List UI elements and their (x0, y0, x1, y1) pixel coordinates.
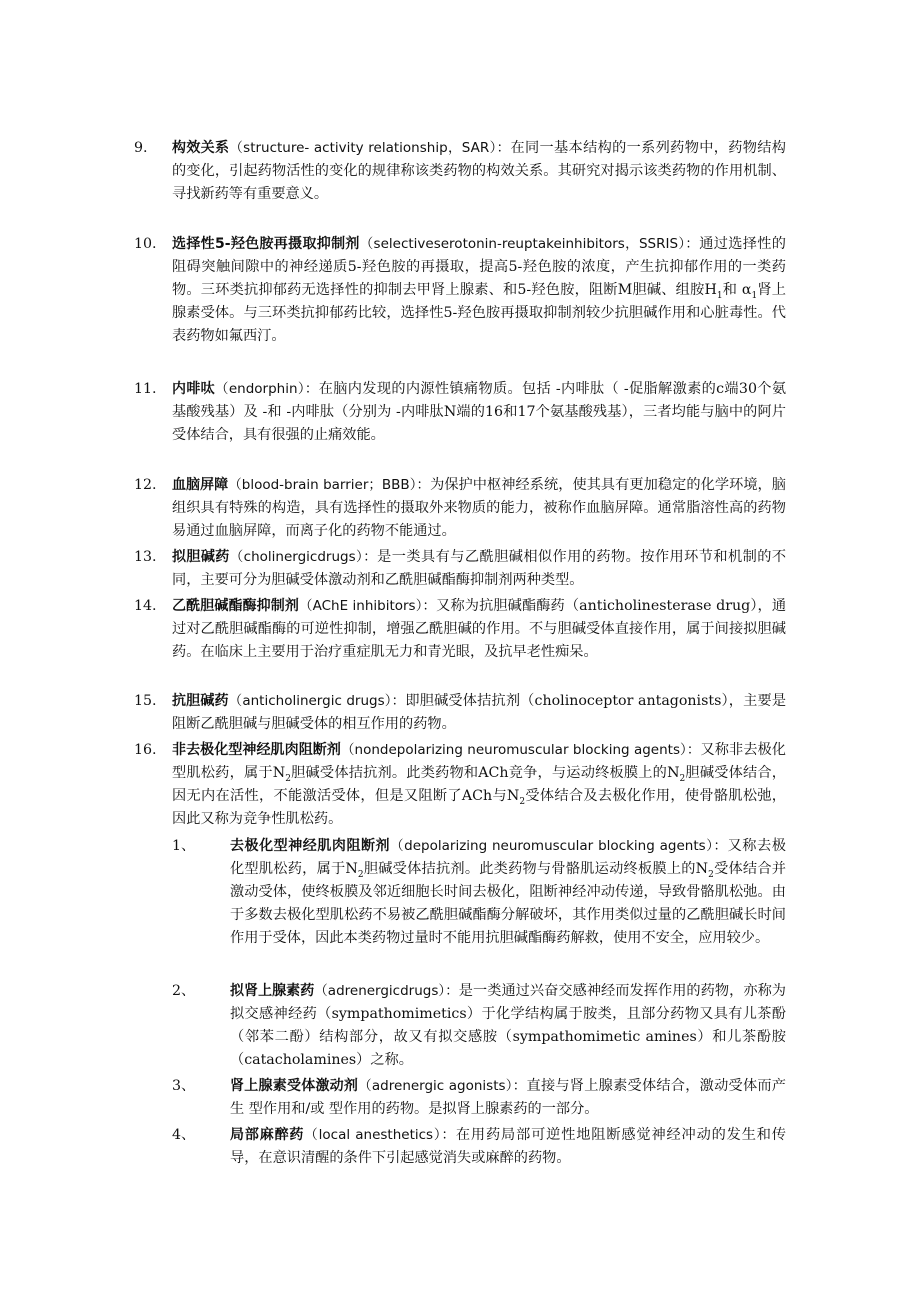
entry-number: 16. (134, 742, 157, 758)
sub-entry-2 (172, 980, 786, 1072)
entry-english-term: （structure- activity relationship，SAR）： (229, 140, 511, 156)
sub-entry-1 (172, 835, 786, 950)
entry-body (172, 546, 786, 592)
definition-entry-11 (134, 378, 786, 447)
entry-text: 为保护中枢神经系统，使其具有更加稳定的化学环境，脑组织具有特殊的构造，具有选择性的摄取外来物质的能力，被称作血脑屏障。通常脂溶性高的药物易通过血脑屏障，而离子化的药物不能通过。 (172, 477, 786, 539)
entry-body (172, 595, 786, 664)
entry-text: 是一类具有与乙酰胆碱相似作用的药物。按作用环节和机制的不同，主要可分为胆碱受体激动剂和乙酰胆碱酯酶抑制剂两种类型。 (172, 549, 787, 588)
sub-entry-text: 是一类通过兴奋交感神经而发挥作用的药物，亦称为拟交感神经药（sympathomimetics）于化学结构属于胺类，且部分药物又具有儿茶酚（邻苯二酚）结构部分，故又有拟交感胺（sympathomimetic amines）和儿茶酚胺（catacholamines）之称。 (230, 983, 786, 1068)
sub-entry-4 (172, 1124, 786, 1170)
entry-term: 拟胆碱药 (172, 549, 230, 565)
entry-text: 又称为抗胆碱酯酶药（anticholinesterase drug），通过对乙酰胆碱酯酶的可逆性抑制，增强乙酰胆碱的作用。不与胆碱受体直接作用，属于间接拟胆碱药。在临床上主要用于治疗重症肌无力和青光眼，及抗早老性痴呆。 (172, 598, 787, 660)
entry-term: 构效关系 (172, 140, 230, 156)
entry-english-term: （anticholinergic drugs）： (228, 693, 406, 709)
sub-entry-text: 直接与肾上腺素受体结合，激动受体而产生 型作用和/或 型作用的药物。是拟肾上腺素药的一部分。 (230, 1078, 786, 1117)
entry-number: 11. (134, 381, 157, 397)
sub-entry-body (230, 1075, 786, 1121)
entry-number: 14. (134, 598, 157, 614)
entry-body (172, 233, 786, 348)
subscript: 2 (357, 869, 364, 880)
entry-term: 乙酰胆碱酯酶抑制剂 (172, 598, 299, 614)
sub-entry-text: 受体结合并激动受体，使终板膜及邻近细胞长时间去极化，阻断神经冲动传递，导致骨骼肌松弛。由于多数去极化型肌松药不易被乙酰胆碱酯酶分解破坏，其作用类似过量的乙酰胆碱长时间作用于受体，因此本类药物过量时不能用抗胆碱酯酶药解救，使用不安全，应用较少。 (230, 861, 786, 946)
entry-text: 受体结合及去极化作用，使骨骼肌松弛，因此又称为竞争性肌松药。 (172, 788, 786, 827)
sub-entry-body (230, 835, 786, 950)
entry-term: 非去极化型神经肌肉阻断剂 (172, 742, 341, 758)
entry-text: 即胆碱受体拮抗剂（cholinoceptor antagonists），主要是阻断乙酰胆碱与胆碱受体的相互作用的药物。 (172, 693, 787, 732)
subscript: 2 (285, 773, 291, 784)
entry-term: 血脑屏障 (172, 477, 229, 493)
entry-number: 9. (134, 140, 148, 156)
entry-body (172, 474, 786, 543)
entry-body (172, 137, 786, 206)
entry-text: 在同一基本结构的一系列药物中，药物结构的变化，引起药物活性的变化的规律称该类药物的构效关系。其研究对揭示该类药物的作用机制、寻找新药等有重要意义。 (172, 140, 786, 202)
entry-text: 胆碱受体结合，因无内在活性，不能激活受体，但是又阻断了ACh与N (172, 765, 786, 804)
entry-english-term: （cholinergicdrugs）： (229, 549, 378, 565)
entry-body (172, 690, 786, 736)
sub-entry-3 (172, 1075, 786, 1121)
entry-text: 和 α (722, 282, 752, 298)
entry-text: 通过选择性的阻碍突触间隙中的神经递质5-羟色胺的再摄取，提高5-羟色胺的浓度，产生抗抑郁作用的一类药物。三环类抗抑郁药无选择性的抑制去甲肾上腺素、和5-羟色胺，阻断M胆碱、组胺H (172, 236, 786, 298)
subscript: 2 (679, 773, 686, 784)
sub-entry-term: 肾上腺素受体激动剂 (230, 1078, 359, 1094)
sub-entry-number: 3、 (172, 1078, 196, 1094)
entry-text: 胆碱受体拮抗剂。此类药物和ACh竞争，与运动终板膜上的N (290, 765, 680, 781)
sub-entry-english-term: （depolarizing neuromuscular blocking agents）： (390, 838, 728, 854)
subscript: 1 (751, 290, 758, 301)
entry-text: 又称非去极化型肌松药，属于N (172, 742, 786, 781)
sub-entry-body (230, 980, 786, 1072)
sub-entry-number: 2、 (172, 983, 196, 999)
entry-english-term: （nondepolarizing neuromuscular blocking agents）： (340, 742, 701, 758)
subscript: 1 (716, 290, 723, 301)
entry-english-term: （endorphin）： (215, 381, 319, 397)
entry-text: 在脑内发现的内源性镇痛物质。包括 -内啡肽（ -促脂解激素的c端30个氨基酸残基）及 -和 -内啡肽（分别为 -内啡肽N端的16和17个氨基酸残基），三者均能与脑中的阿片受体结合，具有很强的止痛效能。 (172, 381, 787, 443)
entry-term: 选择性5-羟色胺再摄取抑制剂 (172, 236, 360, 252)
definition-entry-12 (134, 474, 786, 543)
sub-entry-number: 4、 (172, 1127, 196, 1143)
definition-entry-9 (134, 137, 786, 206)
subscript: 2 (519, 796, 526, 807)
subscript: 2 (708, 869, 714, 880)
definition-entry-14 (134, 595, 786, 664)
sub-entry-term: 去极化型神经肌肉阻断剂 (230, 838, 391, 854)
sub-entry-text: 又称去极化型肌松药，属于N (230, 838, 786, 877)
entry-english-term: （selectiveserotonin-reuptakeinhibitors，SSRIS）： (359, 236, 700, 252)
entry-term: 抗胆碱药 (172, 693, 229, 709)
entry-english-term: （blood-brain barrier；BBB）： (228, 477, 431, 493)
sub-entry-term: 局部麻醉药 (230, 1127, 305, 1143)
entry-number: 13. (134, 549, 157, 565)
sub-entry-english-term: （adrenergicdrugs）： (314, 983, 459, 999)
sub-entry-text: 在用药局部可逆性地阻断感觉神经冲动的发生和传导，在意识清醒的条件下引起感觉消失或麻醉的药物。 (230, 1127, 786, 1166)
sub-entry-body (230, 1124, 786, 1170)
entry-number: 12. (134, 477, 157, 493)
entry-english-term: （AChE inhibitors）： (299, 598, 437, 614)
sub-entry-number: 1、 (172, 838, 196, 854)
entry-body (172, 739, 786, 831)
entry-text: 肾上腺素受体。与三环类抗抑郁药比较，选择性5-羟色胺再摄取抑制剂较少抗胆碱作用和心脏毒性。代表药物如氟西汀。 (172, 282, 786, 344)
sub-entry-term: 拟肾上腺素药 (230, 983, 315, 999)
sub-entry-text: 胆碱受体拮抗剂。此类药物与骨骼肌运动终板膜上的N (363, 861, 709, 877)
sub-entry-english-term: （local anesthetics）： (304, 1127, 456, 1143)
entry-number: 10. (134, 236, 157, 252)
definition-entry-15 (134, 690, 786, 736)
definition-entry-16 (134, 739, 786, 831)
definition-entry-13 (134, 546, 786, 592)
definition-entry-10 (134, 233, 786, 348)
entry-number: 15. (134, 693, 157, 709)
entry-term: 内啡呔 (172, 381, 215, 397)
entry-body (172, 378, 786, 447)
sub-entry-english-term: （adrenergic agonists）： (358, 1078, 527, 1094)
